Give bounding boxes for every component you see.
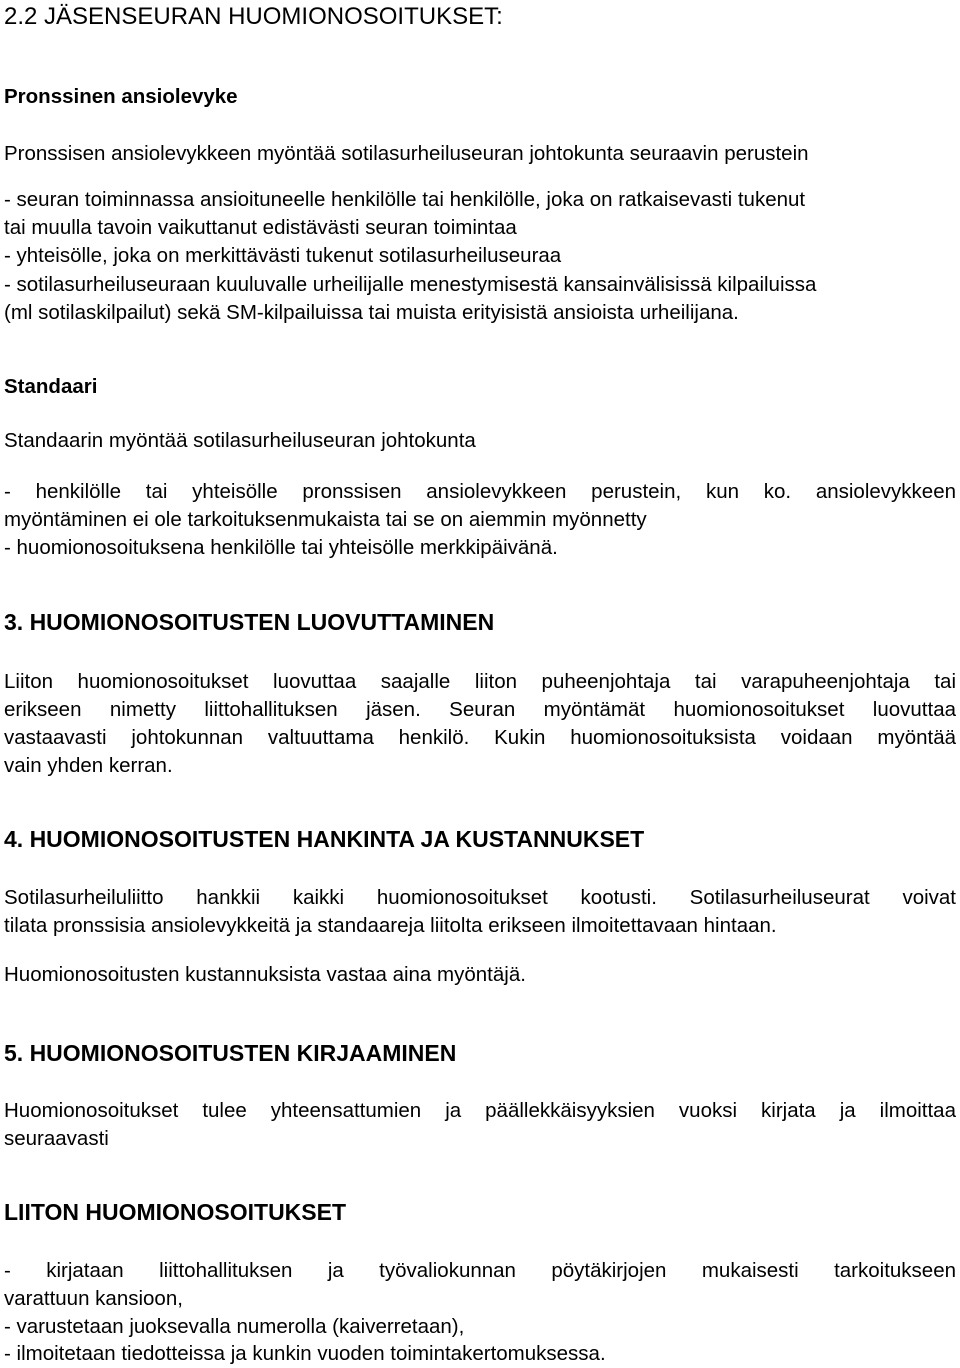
paragraph-line: tilata pronssisia ansiolevykkeitä ja standaareja liitolta erikseen ilmoitettavaan hintaan.: [4, 914, 777, 937]
paragraph-line: Huomionosoitusten kustannuksista vastaa aina myöntäjä.: [4, 963, 526, 986]
subheading-pronssinen: Pronssinen ansiolevyke: [4, 85, 238, 108]
paragraph-line: Huomionosoitukset tulee yhteensattumien ja päällekkäisyyksien vuoksi kirjata ja ilmoittaa: [4, 1099, 956, 1122]
subheading-liiton: LIITON HUOMIONOSOITUKSET: [4, 1199, 347, 1225]
paragraph-line: - yhteisölle, joka on merkittävästi tukenut sotilasurheiluseuraa: [4, 244, 562, 267]
paragraph-line: varattuun kansioon,: [4, 1287, 183, 1310]
section-5-heading: 5. HUOMIONOSOITUSTEN KIRJAAMINEN: [4, 1040, 457, 1066]
paragraph-line: - huomionosoituksena henkilölle tai yhteisölle merkkipäivänä.: [4, 536, 558, 559]
paragraph-line: vain yhden kerran.: [4, 754, 173, 777]
paragraph-line: (ml sotilaskilpailut) sekä SM-kilpailuissa tai muista erityisistä ansioista urheilijana.: [4, 301, 739, 324]
paragraph-line: Liiton huomionosoitukset luovuttaa saajalle liiton puheenjohtaja tai varapuheenjohtaja tai: [4, 670, 956, 693]
paragraph-line: tai muulla tavoin vaikuttanut edistävästi seuran toimintaa: [4, 216, 517, 239]
paragraph-line: - ilmoitetaan tiedotteissa ja kunkin vuoden toimintakertomuksessa.: [4, 1342, 606, 1365]
paragraph-line: - kirjataan liittohallituksen ja työvaliokunnan pöytäkirjojen mukaisesti tarkoitukseen: [4, 1259, 956, 1282]
paragraph-line: seuraavasti: [4, 1127, 109, 1150]
paragraph-line: myöntäminen ei ole tarkoituksenmukaista tai se on aiemmin myönnetty: [4, 508, 647, 531]
paragraph-line: Sotilasurheiluliitto hankkii kaikki huomionosoitukset kootusti. Sotilasurheiluseurat voivat: [4, 886, 956, 909]
paragraph-line: - seuran toiminnassa ansioituneelle henkilölle tai henkilölle, joka on ratkaisevasti tukenut: [4, 188, 806, 211]
paragraph-line: - sotilasurheiluseuraan kuuluvalle urheilijalle menestymisestä kansainvälisissä kilpailuissa: [4, 273, 817, 296]
paragraph-line: - varustetaan juoksevalla numerolla (kaiverretaan),: [4, 1315, 465, 1338]
subheading-standaari: Standaari: [4, 375, 98, 398]
paragraph-line: Standaarin myöntää sotilasurheiluseuran johtokunta: [4, 429, 476, 452]
paragraph-line: - henkilölle tai yhteisölle pronssisen ansiolevykkeen perustein, kun ko. ansiolevykkeen: [4, 480, 956, 503]
heading-2-2: 2.2 JÄSENSEURAN HUOMIONOSOITUKSET:: [4, 3, 503, 30]
section-3-heading: 3. HUOMIONOSOITUSTEN LUOVUTTAMINEN: [4, 609, 495, 635]
paragraph-line: erikseen nimetty liittohallituksen jäsen. Seuran myöntämät huomionosoitukset luovuttaa: [4, 698, 956, 721]
paragraph-line: vastaavasti johtokunnan valtuuttama henkilö. Kukin huomionosoituksista voidaan myöntää: [4, 726, 956, 749]
section-4-heading: 4. HUOMIONOSOITUSTEN HANKINTA JA KUSTANNUKSET: [4, 826, 645, 852]
paragraph-line: Pronssisen ansiolevykkeen myöntää sotilasurheiluseuran johtokunta seuraavin perustein: [4, 142, 809, 165]
